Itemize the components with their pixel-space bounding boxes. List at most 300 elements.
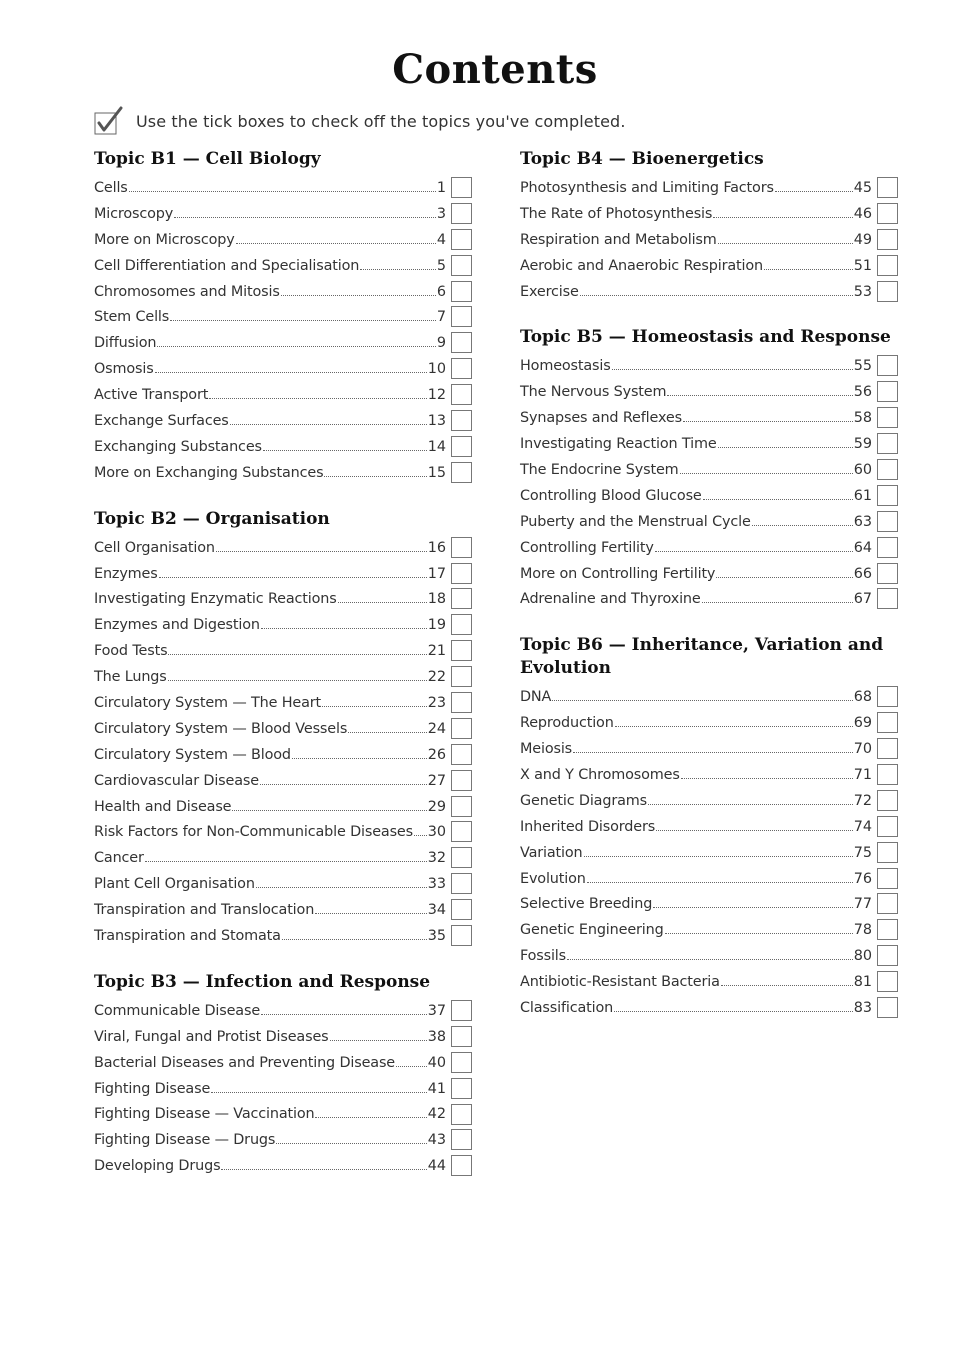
tick-checkbox[interactable] xyxy=(451,1000,472,1021)
entry-title: Food Tests xyxy=(94,643,168,660)
entry-title: Stem Cells xyxy=(94,309,170,326)
contents-entry xyxy=(520,969,900,995)
dot-leader xyxy=(129,191,436,192)
entry-line xyxy=(94,695,446,711)
entry-title: Developing Drugs xyxy=(94,1158,221,1175)
entry-line xyxy=(520,488,872,504)
entry-title: Cells xyxy=(94,179,128,196)
entry-page-number: 81 xyxy=(853,974,872,991)
dot-leader xyxy=(211,1092,427,1093)
entry-title: Communicable Disease xyxy=(94,1002,261,1019)
tick-checkbox[interactable] xyxy=(451,384,472,405)
entry-line xyxy=(94,566,446,582)
entry-title: Fighting Disease — Vaccination xyxy=(94,1106,315,1123)
entry-page-number: 64 xyxy=(853,539,872,556)
tick-checkbox[interactable] xyxy=(877,919,898,940)
contents-entry xyxy=(520,995,900,1021)
entry-line xyxy=(94,540,446,556)
dot-leader xyxy=(261,628,427,629)
entry-title: Controlling Fertility xyxy=(520,539,654,556)
entry-line xyxy=(94,413,446,429)
entry-page-number: 66 xyxy=(853,565,872,582)
dot-leader xyxy=(703,499,853,500)
entry-title: Synapses and Reflexes xyxy=(520,410,682,427)
entry-page-number: 9 xyxy=(436,335,446,352)
entry-page-number: 35 xyxy=(427,927,446,944)
tick-checkbox[interactable] xyxy=(451,281,472,302)
contents-entry xyxy=(520,788,900,814)
entry-line xyxy=(94,876,446,892)
contents-entry xyxy=(94,897,474,923)
tick-box-icon xyxy=(94,106,124,136)
contents-entry xyxy=(520,710,900,736)
tick-checkbox[interactable] xyxy=(451,899,472,920)
entry-page-number: 41 xyxy=(427,1080,446,1097)
dot-leader xyxy=(159,577,427,578)
entry-page-number: 49 xyxy=(853,231,872,248)
entry-page-number: 32 xyxy=(427,850,446,867)
entry-title: Inherited Disorders xyxy=(520,818,656,835)
entry-title: Aerobic and Anaerobic Respiration xyxy=(520,257,763,274)
tick-checkbox[interactable] xyxy=(877,407,898,428)
entry-page-number: 12 xyxy=(427,387,446,404)
dot-leader xyxy=(261,1014,427,1015)
dot-leader xyxy=(216,551,427,552)
entry-line xyxy=(94,1132,446,1148)
entry-line xyxy=(94,928,446,944)
entry-line xyxy=(520,258,872,274)
dot-leader xyxy=(612,369,853,370)
entry-title: Antibiotic-Resistant Bacteria xyxy=(520,974,720,991)
entry-title: Puberty and the Menstrual Cycle xyxy=(520,513,751,530)
entry-title: Fossils xyxy=(520,948,567,965)
contents-entry xyxy=(520,561,900,587)
entry-page-number: 51 xyxy=(853,257,872,274)
entry-title: Cardiovascular Disease xyxy=(94,772,259,789)
entry-page-number: 3 xyxy=(436,205,446,222)
entry-title: Homeostasis xyxy=(520,358,611,375)
contents-entry xyxy=(94,768,474,794)
entry-title: Health and Disease xyxy=(94,798,232,815)
entry-title: Osmosis xyxy=(94,361,154,378)
dot-leader xyxy=(683,421,853,422)
tick-checkbox[interactable] xyxy=(451,873,472,894)
contents-entry xyxy=(520,379,900,405)
entry-line xyxy=(94,206,446,222)
contents-entry xyxy=(520,279,900,305)
contents-entry xyxy=(94,382,474,408)
entry-title: Circulatory System — Blood xyxy=(94,746,291,763)
entry-title: Evolution xyxy=(520,870,586,887)
tick-checkbox[interactable] xyxy=(877,177,898,198)
entry-line xyxy=(520,284,872,300)
entry-title: Enzymes xyxy=(94,565,158,582)
contents-entry xyxy=(94,1024,474,1050)
entry-title: Circulatory System — The Heart xyxy=(94,694,322,711)
entry-line xyxy=(520,741,872,757)
dot-leader xyxy=(681,778,853,779)
contents-entry xyxy=(94,561,474,587)
entry-page-number: 59 xyxy=(853,436,872,453)
entry-page-number: 24 xyxy=(427,720,446,737)
tick-checkbox[interactable] xyxy=(451,821,472,842)
dot-leader xyxy=(155,372,427,373)
entry-page-number: 46 xyxy=(853,205,872,222)
contents-entry xyxy=(520,840,900,866)
entry-page-number: 17 xyxy=(427,565,446,582)
contents-entry xyxy=(520,586,900,612)
entry-page-number: 69 xyxy=(853,715,872,732)
contents-entry xyxy=(94,794,474,820)
contents-entry xyxy=(94,586,474,612)
entry-line xyxy=(520,948,872,964)
dot-leader xyxy=(702,602,853,603)
tick-checkbox[interactable] xyxy=(877,381,898,402)
tick-checkbox[interactable] xyxy=(877,355,898,376)
tick-checkbox[interactable] xyxy=(451,1026,472,1047)
entry-page-number: 61 xyxy=(853,487,872,504)
tick-checkbox[interactable] xyxy=(451,332,472,353)
tick-checkbox[interactable] xyxy=(877,790,898,811)
contents-entry xyxy=(94,1127,474,1153)
entry-line xyxy=(94,309,446,325)
entry-line xyxy=(94,850,446,866)
contents-entry xyxy=(520,175,900,201)
dot-leader xyxy=(713,217,852,218)
entry-line xyxy=(94,180,446,196)
entry-title: Reproduction xyxy=(520,715,614,732)
dot-leader xyxy=(648,804,853,805)
entry-line xyxy=(520,410,872,426)
entry-line xyxy=(94,1158,446,1174)
dot-leader xyxy=(260,784,427,785)
contents-entry xyxy=(94,742,474,768)
entry-page-number: 26 xyxy=(427,746,446,763)
entry-line xyxy=(520,819,872,835)
entry-title: The Rate of Photosynthesis xyxy=(520,205,713,222)
tick-checkbox[interactable] xyxy=(451,1129,472,1150)
topic-heading: Topic B5 — Homeostasis and Response xyxy=(520,327,891,348)
dot-leader xyxy=(584,856,853,857)
topic-heading: Topic B3 — Infection and Response xyxy=(94,971,431,992)
tick-checkbox[interactable] xyxy=(451,177,472,198)
contents-entry xyxy=(94,1076,474,1102)
tick-checkbox[interactable] xyxy=(877,433,898,454)
dot-leader xyxy=(655,551,853,552)
tick-checkbox[interactable] xyxy=(451,718,472,739)
entry-line xyxy=(94,643,446,659)
entry-page-number: 53 xyxy=(853,283,872,300)
tick-checkbox[interactable] xyxy=(451,1104,472,1125)
tick-checkbox[interactable] xyxy=(451,306,472,327)
tick-checkbox[interactable] xyxy=(877,537,898,558)
tick-checkbox[interactable] xyxy=(877,281,898,302)
entry-title: Variation xyxy=(520,844,583,861)
entry-page-number: 80 xyxy=(853,948,872,965)
tick-checkbox[interactable] xyxy=(451,614,472,635)
dot-leader xyxy=(338,602,427,603)
contents-entry xyxy=(94,227,474,253)
entry-line xyxy=(94,361,446,377)
dot-leader xyxy=(232,810,426,811)
tick-checkbox[interactable] xyxy=(877,712,898,733)
entry-line xyxy=(520,689,872,705)
entry-page-number: 37 xyxy=(427,1002,446,1019)
contents-entry xyxy=(94,716,474,742)
entry-page-number: 45 xyxy=(853,179,872,196)
entry-line xyxy=(94,902,446,918)
entry-title: The Endocrine System xyxy=(520,461,679,478)
dot-leader xyxy=(281,295,436,296)
entry-line xyxy=(520,436,872,452)
entry-page-number: 60 xyxy=(853,461,872,478)
tick-checkbox[interactable] xyxy=(451,1155,472,1176)
contents-entry xyxy=(94,690,474,716)
tick-checkbox[interactable] xyxy=(451,436,472,457)
entry-page-number: 63 xyxy=(853,513,872,530)
entry-line xyxy=(94,617,446,633)
entry-line xyxy=(520,462,872,478)
tick-checkbox[interactable] xyxy=(451,744,472,765)
tick-checkbox[interactable] xyxy=(451,770,472,791)
entry-page-number: 29 xyxy=(427,798,446,815)
entry-title: Exercise xyxy=(520,283,579,300)
entry-title: Photosynthesis and Limiting Factors xyxy=(520,179,774,196)
dot-leader xyxy=(324,476,426,477)
entry-line xyxy=(94,669,446,685)
entry-title: Respiration and Metabolism xyxy=(520,231,717,248)
dot-leader xyxy=(348,732,427,733)
entry-title: Controlling Blood Glucose xyxy=(520,487,702,504)
tick-checkbox[interactable] xyxy=(877,868,898,889)
entry-page-number: 7 xyxy=(436,309,446,326)
tick-checkbox[interactable] xyxy=(451,358,472,379)
entry-title: Bacterial Diseases and Preventing Disease xyxy=(94,1054,396,1071)
tick-checkbox[interactable] xyxy=(451,925,472,946)
dot-leader xyxy=(282,939,427,940)
dot-leader xyxy=(414,835,427,836)
contents-entry xyxy=(94,1102,474,1128)
tick-checkbox[interactable] xyxy=(451,666,472,687)
entry-title: Circulatory System — Blood Vessels xyxy=(94,720,348,737)
contents-entry xyxy=(94,304,474,330)
entry-page-number: 58 xyxy=(853,410,872,427)
contents-entry xyxy=(94,279,474,305)
entry-title: Investigating Reaction Time xyxy=(520,436,717,453)
tick-checkbox[interactable] xyxy=(877,738,898,759)
entry-title: Enzymes and Digestion xyxy=(94,617,260,634)
topic-section xyxy=(520,148,900,304)
tick-checkbox[interactable] xyxy=(877,459,898,480)
tick-checkbox[interactable] xyxy=(451,1052,472,1073)
tick-checkbox[interactable] xyxy=(877,588,898,609)
tick-checkbox[interactable] xyxy=(877,255,898,276)
dot-leader xyxy=(653,907,852,908)
entry-line xyxy=(520,566,872,582)
contents-entry xyxy=(94,664,474,690)
tick-checkbox[interactable] xyxy=(877,686,898,707)
entry-line xyxy=(520,974,872,990)
contents-entry xyxy=(520,431,900,457)
entry-page-number: 15 xyxy=(427,464,446,481)
tick-checkbox[interactable] xyxy=(451,255,472,276)
entry-line xyxy=(94,232,446,248)
contents-entry xyxy=(94,871,474,897)
entry-line xyxy=(94,824,446,840)
entry-page-number: 74 xyxy=(853,818,872,835)
contents-entry xyxy=(520,457,900,483)
tick-checkbox[interactable] xyxy=(451,847,472,868)
contents-entry xyxy=(94,535,474,561)
entry-line xyxy=(94,773,446,789)
tick-checkbox[interactable] xyxy=(877,563,898,584)
contents-entry xyxy=(94,638,474,664)
topic-heading: Topic B2 — Organisation xyxy=(94,508,330,529)
contents-entry xyxy=(94,923,474,949)
entry-title: Active Transport xyxy=(94,387,209,404)
tick-checkbox[interactable] xyxy=(877,485,898,506)
tick-checkbox[interactable] xyxy=(451,588,472,609)
entry-page-number: 10 xyxy=(427,361,446,378)
dot-leader xyxy=(587,882,853,883)
entry-line xyxy=(520,767,872,783)
tick-checkbox[interactable] xyxy=(877,229,898,250)
contents-entry xyxy=(94,819,474,845)
entry-line xyxy=(520,180,872,196)
dot-leader xyxy=(157,346,435,347)
tick-checkbox[interactable] xyxy=(877,971,898,992)
contents-entry xyxy=(94,460,474,486)
contents-entry xyxy=(520,684,900,710)
tick-checkbox[interactable] xyxy=(451,229,472,250)
contents-entry xyxy=(520,814,900,840)
entry-title: Chromosomes and Mitosis xyxy=(94,283,280,300)
contents-entry xyxy=(520,227,900,253)
contents-entry xyxy=(94,175,474,201)
dot-leader xyxy=(263,450,427,451)
dot-leader xyxy=(716,577,852,578)
topic-section xyxy=(520,326,900,612)
entry-line xyxy=(94,1055,446,1071)
contents-entry xyxy=(94,434,474,460)
tick-checkbox[interactable] xyxy=(877,842,898,863)
entry-line xyxy=(94,747,446,763)
dot-leader xyxy=(656,830,853,831)
dot-leader xyxy=(764,269,853,270)
dot-leader xyxy=(752,525,853,526)
contents-entry xyxy=(520,943,900,969)
dot-leader xyxy=(170,320,436,321)
tick-checkbox[interactable] xyxy=(877,893,898,914)
topic-section xyxy=(94,148,474,486)
entry-title: Viral, Fungal and Protist Diseases xyxy=(94,1028,329,1045)
tick-checkbox[interactable] xyxy=(451,692,472,713)
tick-checkbox[interactable] xyxy=(877,511,898,532)
tick-checkbox[interactable] xyxy=(451,203,472,224)
topic-heading: Topic B4 — Bioenergetics xyxy=(520,149,764,169)
entry-title: More on Controlling Fertility xyxy=(520,565,716,582)
tick-checkbox[interactable] xyxy=(877,997,898,1018)
tick-checkbox[interactable] xyxy=(451,563,472,584)
dot-leader xyxy=(256,887,427,888)
entry-line xyxy=(520,206,872,222)
entry-page-number: 6 xyxy=(436,283,446,300)
dot-leader xyxy=(330,1040,427,1041)
entry-page-number: 40 xyxy=(427,1054,446,1071)
entry-page-number: 83 xyxy=(853,999,872,1016)
tick-checkbox[interactable] xyxy=(451,640,472,661)
entry-page-number: 4 xyxy=(436,231,446,248)
contents-entry xyxy=(520,736,900,762)
entry-title: Fighting Disease — Drugs xyxy=(94,1132,276,1149)
tick-checkbox[interactable] xyxy=(877,203,898,224)
entry-page-number: 38 xyxy=(427,1028,446,1045)
entry-page-number: 13 xyxy=(427,412,446,429)
contents-column-right xyxy=(520,148,900,1043)
dot-leader xyxy=(174,217,436,218)
contents-entry xyxy=(520,483,900,509)
entry-title: Selective Breeding xyxy=(520,896,653,913)
dot-leader xyxy=(209,398,426,399)
dot-leader xyxy=(230,424,427,425)
dot-leader xyxy=(680,473,853,474)
entry-title: Cell Differentiation and Specialisation xyxy=(94,257,360,274)
dot-leader xyxy=(573,752,853,753)
entry-title: Transpiration and Translocation xyxy=(94,902,315,919)
contents-entry xyxy=(94,356,474,382)
entry-title: Exchange Surfaces xyxy=(94,412,229,429)
entry-page-number: 27 xyxy=(427,772,446,789)
instruction-row xyxy=(94,106,626,136)
entry-page-number: 30 xyxy=(427,824,446,841)
contents-entry xyxy=(520,866,900,892)
entry-title: Classification xyxy=(520,999,614,1016)
entry-page-number: 71 xyxy=(853,766,872,783)
entry-page-number: 44 xyxy=(427,1158,446,1175)
tick-checkbox[interactable] xyxy=(451,796,472,817)
dot-leader xyxy=(292,758,427,759)
entry-title: Adrenaline and Thyroxine xyxy=(520,591,701,608)
tick-checkbox[interactable] xyxy=(451,462,472,483)
entry-page-number: 14 xyxy=(427,438,446,455)
dot-leader xyxy=(775,191,853,192)
entry-line xyxy=(520,232,872,248)
tick-checkbox[interactable] xyxy=(451,410,472,431)
contents-entry xyxy=(94,408,474,434)
contents-entry xyxy=(94,1050,474,1076)
entry-line xyxy=(520,845,872,861)
contents-column-left xyxy=(94,148,474,1201)
entry-title: Cancer xyxy=(94,850,144,867)
tick-checkbox[interactable] xyxy=(877,816,898,837)
entry-title: Risk Factors for Non-Communicable Diseases xyxy=(94,824,413,841)
dot-leader xyxy=(168,680,427,681)
dot-leader xyxy=(168,654,426,655)
dot-leader xyxy=(315,1117,426,1118)
entry-page-number: 72 xyxy=(853,792,872,809)
dot-leader xyxy=(718,447,853,448)
tick-checkbox[interactable] xyxy=(451,537,472,558)
entry-line xyxy=(94,1029,446,1045)
tick-checkbox[interactable] xyxy=(877,764,898,785)
tick-checkbox[interactable] xyxy=(451,1078,472,1099)
entry-title: The Nervous System xyxy=(520,384,667,401)
contents-entry xyxy=(520,201,900,227)
tick-checkbox[interactable] xyxy=(877,945,898,966)
entry-title: Genetic Engineering xyxy=(520,922,664,939)
entry-line xyxy=(520,591,872,607)
entry-line xyxy=(520,384,872,400)
